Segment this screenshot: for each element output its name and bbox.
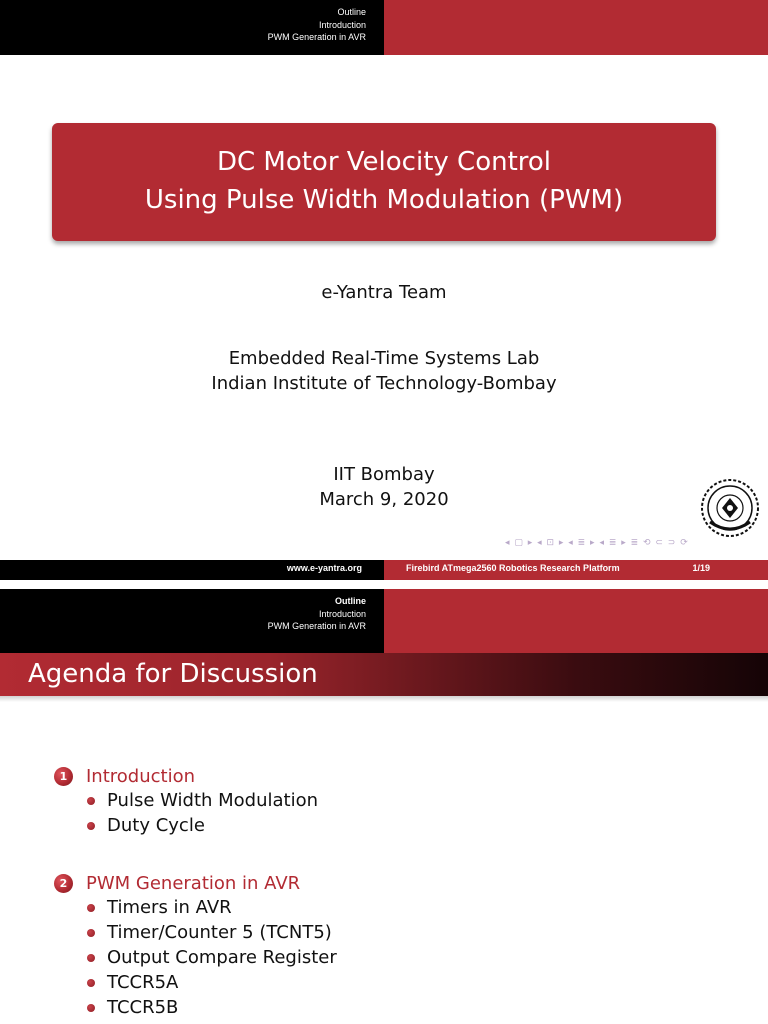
iit-bombay-logo-icon <box>700 478 760 538</box>
bullet-icon <box>87 929 95 937</box>
nav-item-outline-active[interactable]: Outline <box>335 596 366 606</box>
footer-platform: Firebird ATmega2560 Robotics Research Platform <box>406 563 620 573</box>
list-item[interactable]: Timer/Counter 5 (TCNT5) <box>54 920 337 945</box>
slide2-nav-right-band <box>384 589 768 653</box>
slide1-nav-outline <box>0 0 384 55</box>
section-number-badge: 2 <box>54 874 73 893</box>
author: e-Yantra Team <box>321 282 447 303</box>
list-item[interactable]: Pulse Width Modulation <box>54 788 318 813</box>
bullet-icon <box>87 979 95 987</box>
slide1-nav-header <box>0 0 768 55</box>
bullet-icon <box>87 797 95 805</box>
institute-line-2: Indian Institute of Technology-Bombay <box>211 373 557 394</box>
bullet-icon <box>87 954 95 962</box>
frame-title: Agenda for Discussion <box>28 659 318 689</box>
title-box <box>52 123 716 241</box>
slide2-nav-outline <box>0 589 384 653</box>
title-line-1: DC Motor Velocity Control <box>216 147 552 177</box>
footer-page-number: 1/19 <box>692 563 710 573</box>
nav-item-introduction[interactable]: Introduction <box>318 19 366 30</box>
frame-title-bar <box>0 653 768 696</box>
nav-item-outline[interactable]: Outline <box>337 7 366 17</box>
institute-line-1: Embedded Real-Time Systems Lab <box>228 348 540 369</box>
title-line-2: Using Pulse Width Modulation (PWM) <box>144 185 624 215</box>
nav-item-introduction[interactable]: Introduction <box>318 608 366 619</box>
bullet-icon <box>87 1004 95 1012</box>
list-item[interactable]: Duty Cycle <box>54 813 318 838</box>
list-item[interactable]: TCCR5A <box>54 970 337 995</box>
agenda-section-pwm-generation <box>54 871 337 1020</box>
bullet-icon <box>87 822 95 830</box>
list-item[interactable]: TCCR5B <box>54 995 337 1020</box>
slide2-nav-header <box>0 589 768 653</box>
list-item[interactable]: Output Compare Register <box>54 945 337 970</box>
list-item[interactable]: Timers in AVR <box>54 895 337 920</box>
section-label[interactable]: Introduction <box>86 765 196 787</box>
agenda-section-introduction <box>54 764 318 838</box>
footer-website: www.e-yantra.org <box>0 560 384 580</box>
location: IIT Bombay <box>333 464 435 485</box>
beamer-navigation-symbols[interactable]: ◂ ▢ ▸ ◂ ⊡ ▸ ◂ ≣ ▸ ◂ ≣ ▸ ≣ ⟲ ⊂ ⊃ ⟳ <box>505 538 689 548</box>
bullet-icon <box>87 904 95 912</box>
section-number-badge: 1 <box>54 767 73 786</box>
slide1-nav-right-band <box>384 0 768 55</box>
nav-item-pwm-generation[interactable]: PWM Generation in AVR <box>267 32 366 42</box>
footer-right-band <box>384 560 768 580</box>
frame-title-shadow <box>0 696 768 702</box>
nav-item-pwm-generation[interactable]: PWM Generation in AVR <box>267 621 366 631</box>
section-label[interactable]: PWM Generation in AVR <box>86 872 301 894</box>
date: March 9, 2020 <box>319 489 449 510</box>
slide-footer <box>0 560 768 580</box>
